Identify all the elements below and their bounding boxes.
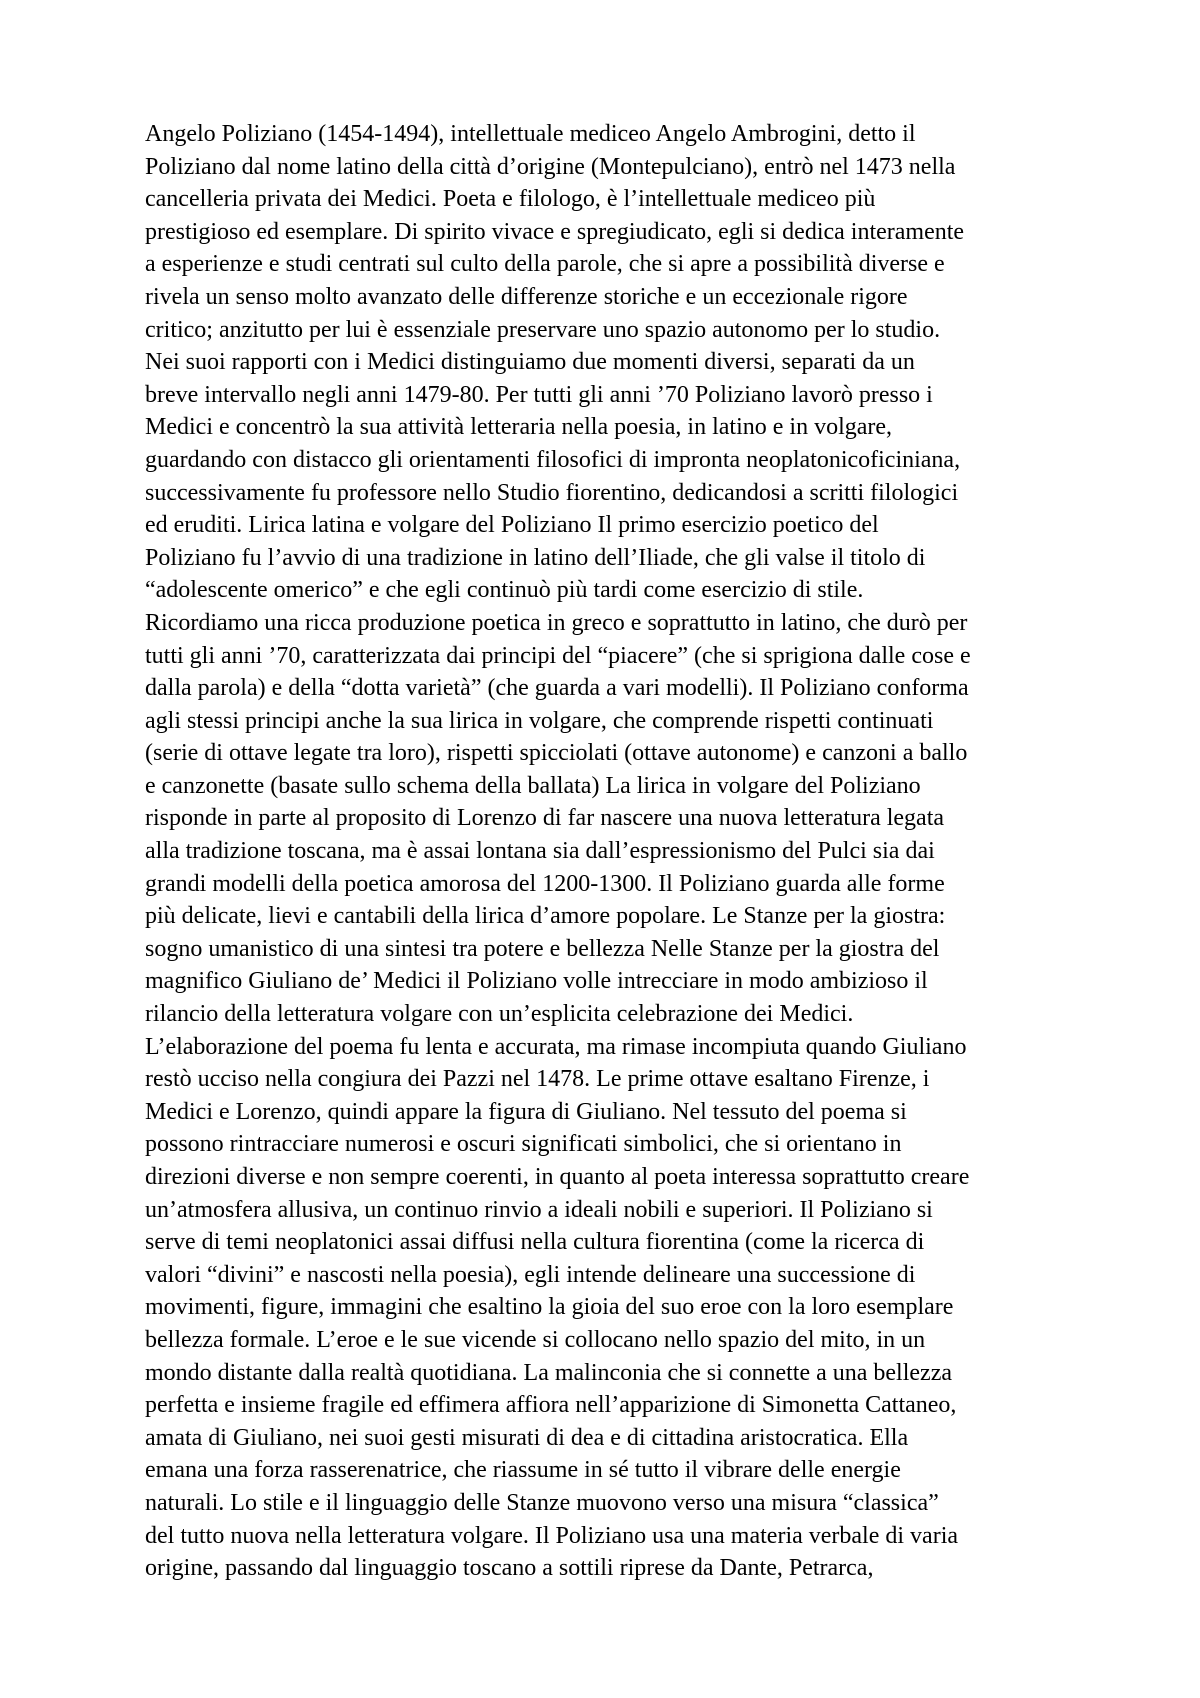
text-line: rivela un senso molto avanzato delle differenze storiche e un eccezionale rigore [145,283,908,310]
text-line: Nei suoi rapporti con i Medici distinguiamo due momenti diversi, separati da un [145,349,915,376]
text-line: naturali. Lo stile e il linguaggio delle Stanze muovono verso una misura “classica” [145,1489,939,1516]
text-line: guardando con distacco gli orientamenti filosofici di impronta neoplatonicoficiniana, [145,446,961,473]
text-line: a esperienze e studi centrati sul culto della parole, che si apre a possibilità diverse e [145,251,945,278]
text-line: dalla parola) e della “dotta varietà” (che guarda a vari modelli). Il Poliziano conforma [145,675,969,702]
text-line: del tutto nuova nella letteratura volgare. Il Poliziano usa una materia verbale di varia [145,1522,959,1549]
text-line: origine, passando dal linguaggio toscano a sottili riprese da Dante, Petrarca, [145,1555,874,1582]
text-line: amata di Giuliano, nei suoi gesti misurati di dea e di cittadina aristocratica. Ella [145,1424,909,1451]
text-line: Poliziano dal nome latino della città d’origine (Montepulciano), entrò nel 1473 nella [145,153,956,180]
text-line: risponde in parte al proposito di Lorenzo di far nascere una nuova letteratura legata [145,805,945,832]
text-line: breve intervallo negli anni 1479-80. Per tutti gli anni ’70 Poliziano lavorò presso i [145,381,933,408]
text-line: perfetta e insieme fragile ed effimera affiora nell’apparizione di Simonetta Cattaneo, [145,1392,957,1419]
text-line: valori “divini” e nascosti nella poesia), egli intende delineare una successione di [145,1261,916,1288]
text-line: emana una forza rasserenatrice, che riassume in sé tutto il vibrare delle energie [145,1457,901,1484]
text-line: e canzonette (basate sullo schema della ballata) La lirica in volgare del Poliziano [145,772,921,799]
text-line: Ricordiamo una ricca produzione poetica in greco e soprattutto in latino, che durò per [145,609,968,636]
text-line: (serie di ottave legate tra loro), rispetti spicciolati (ottave autonome) e canzoni a ballo [145,740,968,767]
text-line: tutti gli anni ’70, caratterizzata dai principi del “piacere” (che si sprigiona dalle cose e [145,642,971,669]
text-line: restò ucciso nella congiura dei Pazzi nel 1478. Le prime ottave esaltano Firenze, i [145,1066,930,1093]
text-line: mondo distante dalla realtà quotidiana. La malinconia che si connette a una bellezza [145,1359,952,1386]
text-line: bellezza formale. L’eroe e le sue vicende si collocano nello spazio del mito, in un [145,1326,926,1353]
text-line: grandi modelli della poetica amorosa del 1200-1300. Il Poliziano guarda alle forme [145,870,945,897]
text-line: successivamente fu professore nello Studio fiorentino, dedicandosi a scritti filologici [145,479,959,506]
text-line: Medici e Lorenzo, quindi appare la figura di Giuliano. Nel tessuto del poema si [145,1098,907,1125]
text-line: “adolescente omerico” e che egli continuò più tardi come esercizio di stile. [145,577,864,604]
text-line: agli stessi principi anche la sua lirica in volgare, che comprende rispetti continuati [145,707,934,734]
text-line: serve di temi neoplatonici assai diffusi nella cultura fiorentina (come la ricerca di [145,1229,925,1256]
text-line: un’atmosfera allusiva, un continuo rinvio a ideali nobili e superiori. Il Poliziano si [145,1196,933,1223]
text-line: sogno umanistico di una sintesi tra potere e bellezza Nelle Stanze per la giostra del [145,935,940,962]
text-line: Medici e concentrò la sua attività letteraria nella poesia, in latino e in volgare, [145,414,893,441]
text-line: direzioni diverse e non sempre coerenti, in quanto al poeta interessa soprattutto creare [145,1164,970,1190]
text-line: alla tradizione toscana, ma è assai lontana sia dall’espressionismo del Pulci sia dai [145,838,935,865]
text-line: L’elaborazione del poema fu lenta e accurata, ma rimase incompiuta quando Giuliano [145,1033,967,1060]
text-line: movimenti, figure, immagini che esaltino la gioia del suo eroe con la loro esemplare [145,1294,954,1321]
text-line: magnifico Giuliano de’ Medici il Poliziano volle intrecciare in modo ambizioso il [145,968,928,995]
text-line: ed eruditi. Lirica latina e volgare del Poliziano Il primo esercizio poetico del [145,512,879,539]
text-line: cancelleria privata dei Medici. Poeta e filologo, è l’intellettuale mediceo più [145,186,876,213]
text-line: Poliziano fu l’avvio di una tradizione in latino dell’Iliade, che gli valse il titolo di [145,544,926,571]
text-line: prestigioso ed esemplare. Di spirito vivace e spregiudicato, egli si dedica interamente [145,218,965,245]
text-line: Angelo Poliziano (1454-1494), intellettuale mediceo Angelo Ambrogini, detto il [145,121,916,147]
text-line: rilancio della letteratura volgare con un’esplicita celebrazione dei Medici. [145,1001,854,1028]
text-line: critico; anzitutto per lui è essenziale preservare uno spazio autonomo per lo studio. [145,316,941,343]
text-line: possono rintracciare numerosi e oscuri significati simbolici, che si orientano in [145,1131,902,1158]
body-text [145,118,1125,1585]
text-line: più delicate, lievi e cantabili della lirica d’amore popolare. Le Stanze per la giostra: [145,903,946,930]
